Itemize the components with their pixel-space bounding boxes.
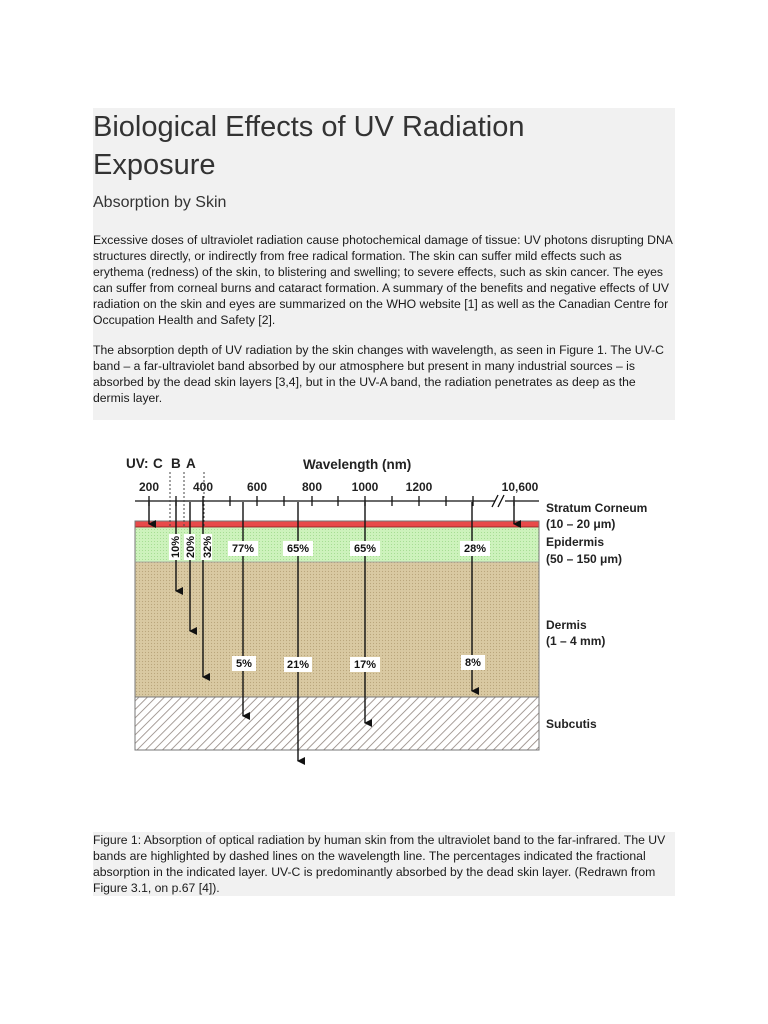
epidermis-pct-77: 77%	[231, 543, 255, 555]
epidermis-pct-65a: 65%	[286, 543, 310, 555]
dermis-pct-5: 5%	[236, 658, 252, 670]
dermis-pct-21: 21%	[286, 659, 310, 671]
page-title: Biological Effects of UV Radiation Exposure	[93, 111, 525, 181]
label-dermis: Dermis	[546, 618, 587, 632]
section-subtitle: Absorption by Skin	[93, 194, 227, 211]
epidermis-pct-10: 10%	[170, 535, 182, 558]
subcutis-layer	[135, 697, 539, 750]
tick-label-200: 200	[138, 480, 160, 494]
tick-label-400: 400	[192, 480, 214, 494]
stratum-corneum-layer	[135, 521, 539, 527]
figure-caption: Figure 1: Absorption of optical radiation by human skin from the ultraviolet band to the far-infrared. The UV bands are highlighted by dashed lines on the wavelength line. The percentages indicated the fractional absorption in the indicated layer. UV-C is predominantly absorbed by the dead skin layer. (Redrawn from Figure 3.1, on p.67 [4]).	[93, 833, 666, 895]
uv-c-label: C	[153, 456, 163, 471]
paragraph-1: Excessive doses of ultraviolet radiation cause photochemical damage of tissue: UV photons disrupting DNA structures directly, or indirectly from free radical formation. The skin can suffer mild effects such as erythema (redness) of the skin, to blistering and swelling; to severe effects, such as skin cancer. The eyes can suffer from corneal burns and cataract formation. A summary of the benefits and negative effects of UV radiation on the skin and eyes are summarized on the WHO website [1] as well as the Canadian Centre for Occupation Health and Safety [2].	[93, 233, 673, 327]
epidermis-pct-28: 28%	[463, 543, 487, 555]
uv-a-label: A	[186, 456, 196, 471]
dermis-pct-8: 8%	[465, 657, 481, 669]
uv-label: UV:	[126, 456, 149, 471]
uv-b-label: B	[171, 456, 181, 471]
dermis-layer	[135, 562, 539, 697]
label-epidermis: Epidermis	[546, 535, 605, 549]
skin-absorption-diagram	[93, 420, 675, 832]
tick-label-1000: 1000	[351, 480, 379, 494]
tick-label-10600: 10,600	[501, 480, 539, 494]
label-stratum-corneum: Stratum Corneum	[546, 501, 648, 515]
epidermis-pct-32: 32%	[202, 535, 214, 558]
label-dermis-range: (1 – 4 mm)	[546, 634, 606, 648]
tick-label-600: 600	[246, 480, 268, 494]
wavelength-axis	[135, 495, 539, 507]
dermis-pct-17: 17%	[353, 659, 377, 671]
tick-label-800: 800	[301, 480, 323, 494]
tick-label-1200: 1200	[405, 480, 433, 494]
paragraph-2: The absorption depth of UV radiation by the skin changes with wavelength, as seen in Figure 1. The UV-C band – a far-ultraviolet band absorbed by our atmosphere but present in many industrial sources – is absorbed by the dead skin layers [3,4], but in the UV-A band, the radiation penetrates as deep as the dermis layer.	[93, 343, 664, 405]
epidermis-pct-20: 20%	[185, 535, 197, 558]
label-epidermis-range: (50 – 150 μm)	[546, 552, 623, 566]
label-stratum-corneum-range: (10 – 20 μm)	[546, 517, 616, 531]
axis-title: Wavelength (nm)	[303, 457, 412, 472]
label-subcutis: Subcutis	[546, 717, 597, 731]
epidermis-pct-65b: 65%	[353, 543, 377, 555]
